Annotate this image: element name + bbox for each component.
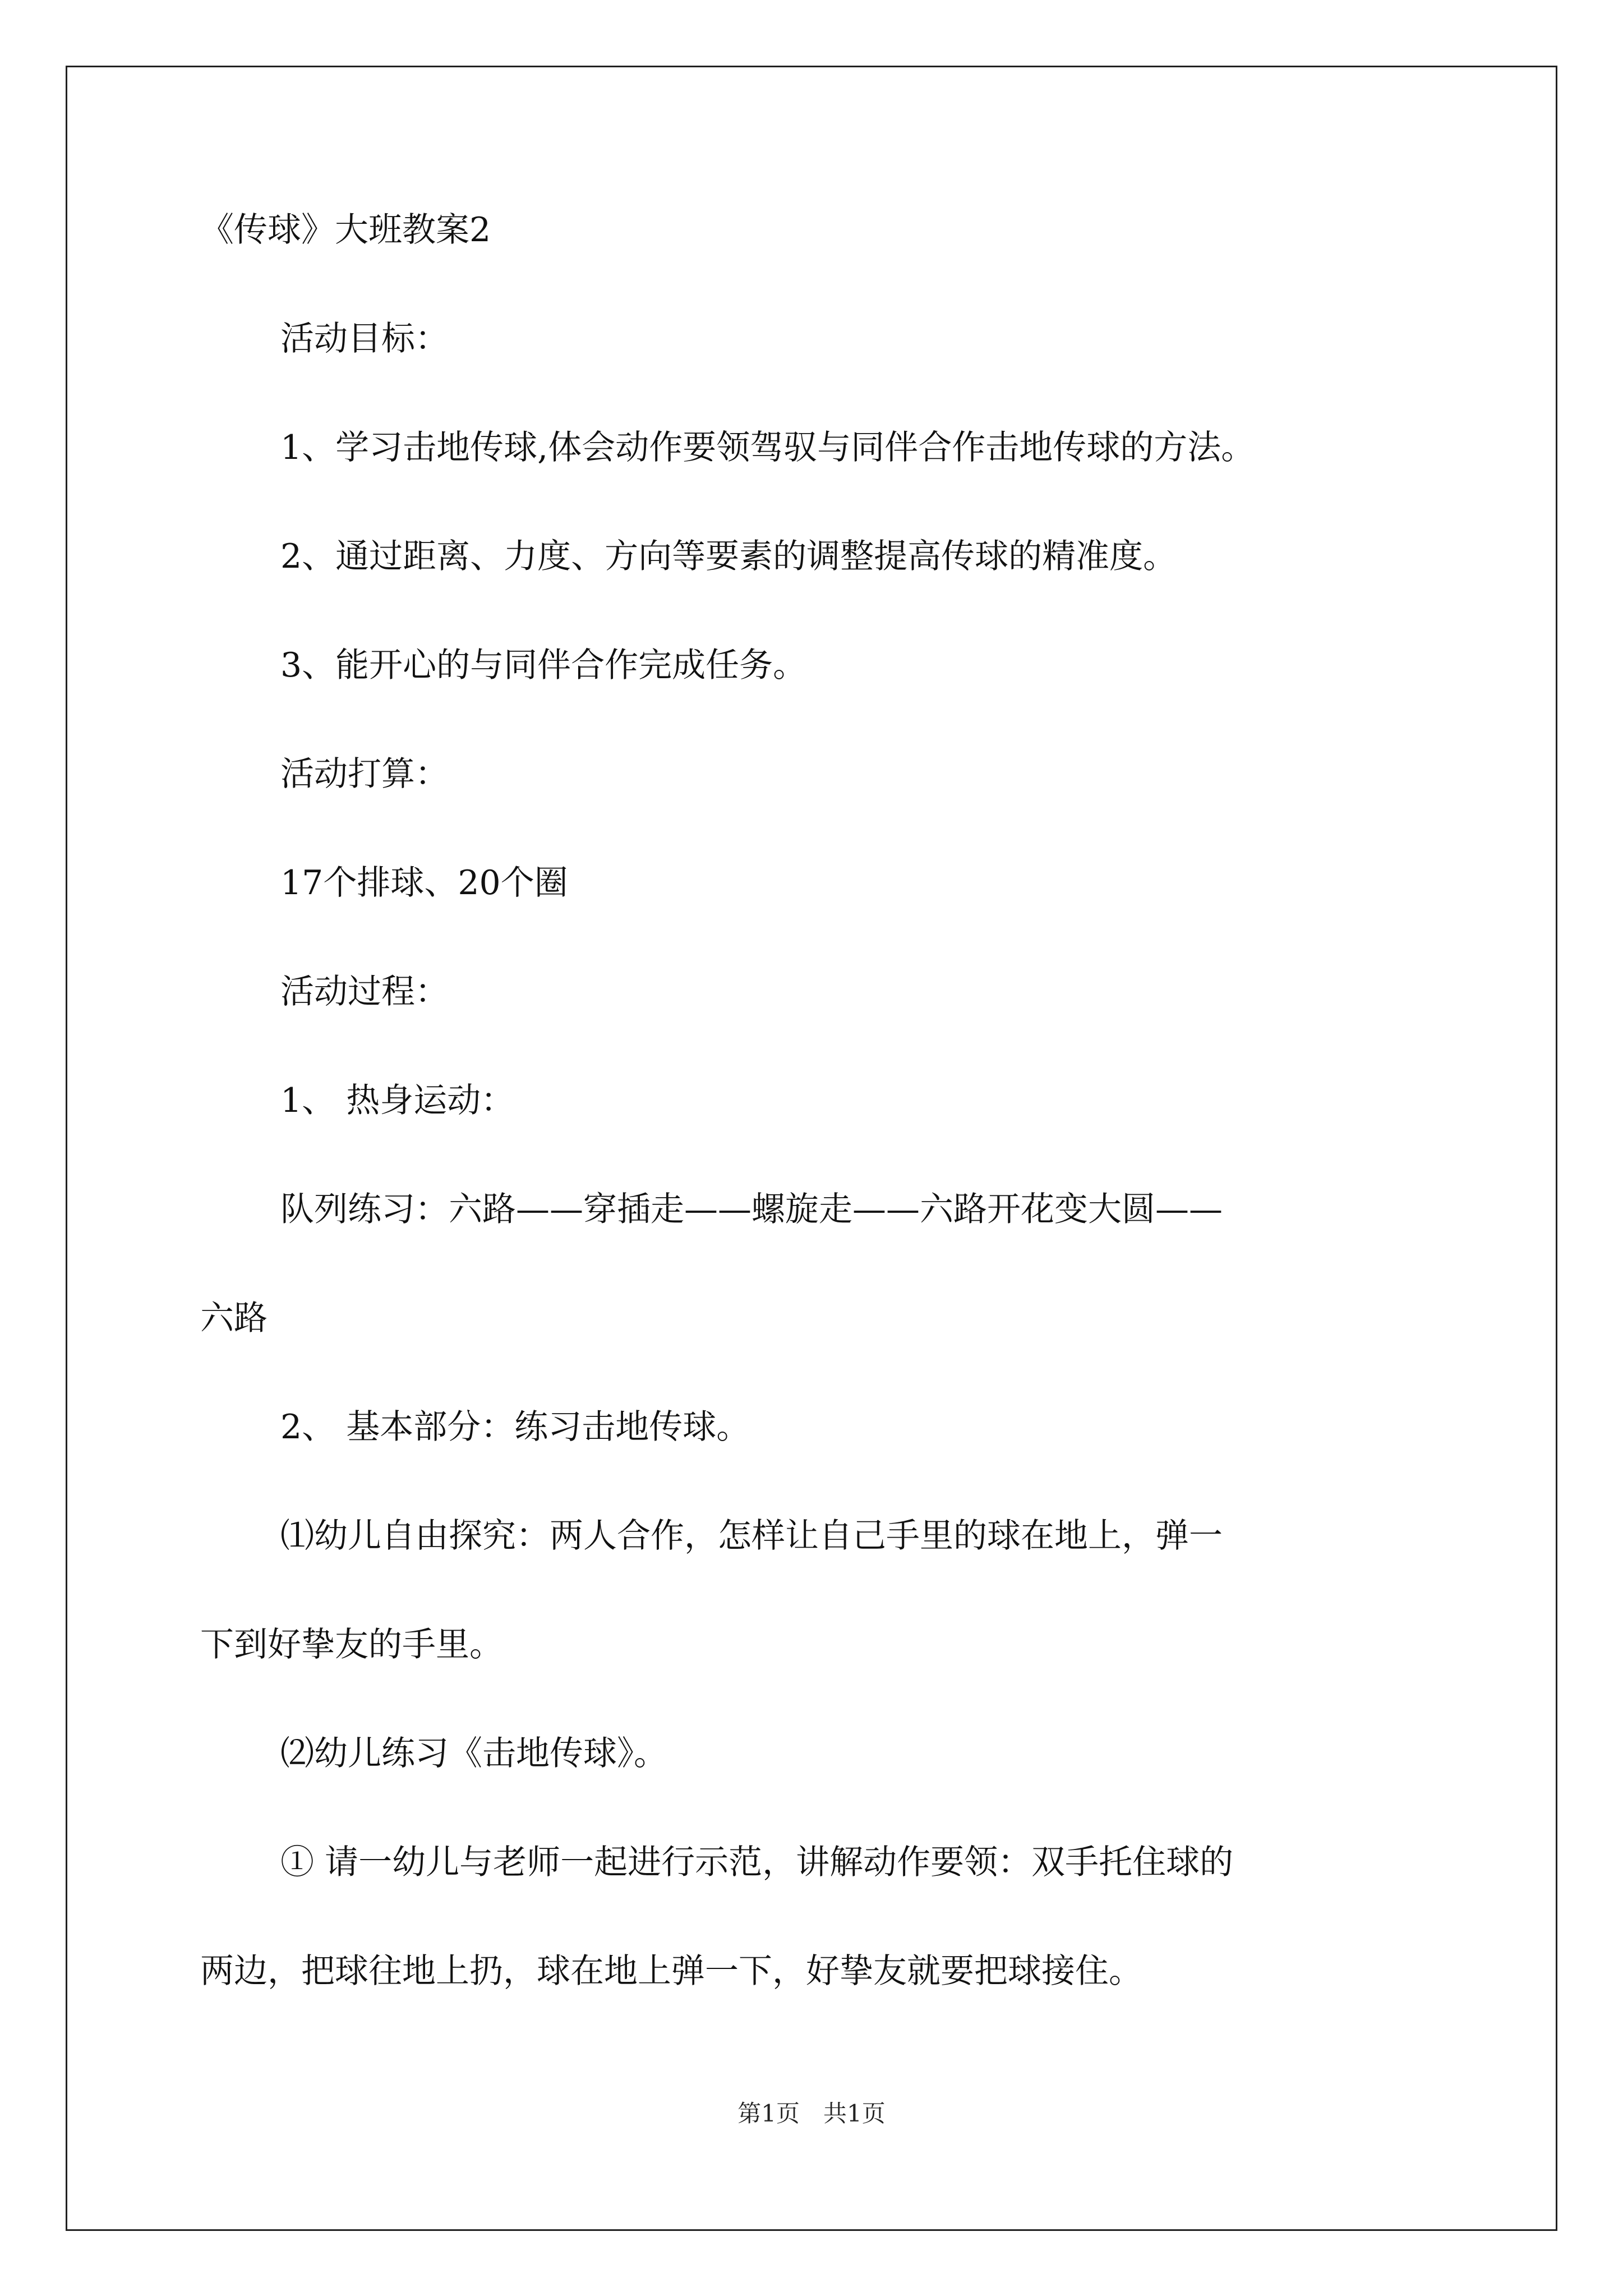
goal-item-1: 1、学习击地传球,体会动作要领驾驭与同伴合作击地传球的方法。 — [280, 428, 1255, 467]
page-footer: 第1页 共1页 — [737, 2100, 886, 2127]
section-heading-process: 活动过程： — [280, 972, 449, 1011]
goal-item-2: 2、通过距离、力度、方向等要素的调整提高传球的精准度。 — [280, 537, 1177, 576]
preparation-materials: 17个排球、20个圈 — [280, 863, 568, 903]
formation-practice-line-1: 队列练习：六路——穿插走——螺旋走——六路开花变大圆—— — [280, 1190, 1223, 1229]
process-step-2: 2、 基本部分：练习击地传球。 — [280, 1407, 750, 1447]
bounce-pass-practice: ⑵幼儿练习《击地传球》。 — [280, 1734, 667, 1773]
section-heading-preparation: 活动打算： — [280, 754, 449, 794]
process-step-1: 1、 热身运动： — [280, 1081, 515, 1120]
goal-item-3: 3、能开心的与同伴合作完成任务。 — [280, 646, 807, 685]
free-exploration-line-2: 下到好挚友的手里。 — [200, 1625, 503, 1664]
free-exploration-line-1: ⑴幼儿自由探究：两人合作，怎样让自己手里的球在地上，弹一 — [280, 1516, 1223, 1556]
document-title: 《传球》大班教案2 — [200, 210, 491, 250]
page-border — [66, 66, 1557, 2231]
demonstration-line-1: ① 请一幼儿与老师一起进行示范，讲解动作要领：双手托住球的 — [280, 1843, 1234, 1882]
section-heading-goals: 活动目标： — [280, 319, 449, 358]
demonstration-line-2: 两边，把球往地上扔，球在地上弹一下，好挚友就要把球接住。 — [200, 1952, 1142, 1991]
formation-practice-line-2: 六路 — [200, 1299, 268, 1338]
